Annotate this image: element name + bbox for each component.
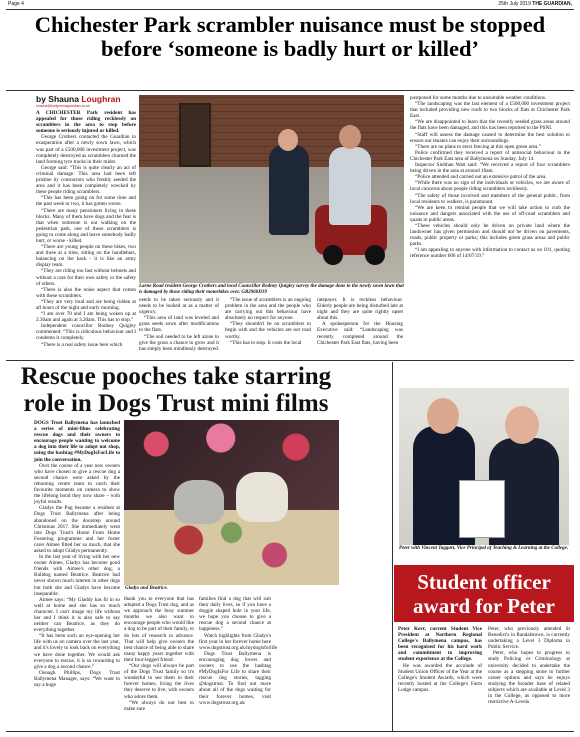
story2-paragraph: Oonagh Phillips, Dogs Trust Ballymena Manager, says: “We want to say a huge (34, 669, 120, 689)
story1-paragraph: “This has been going on for some time and the past week or two, it has gotten worse. (36, 195, 136, 208)
story1-paragraph: George said: “This is quite clearly an act of criminal damage. This area had been left pristine by contractors who freshly seeded the area and it has been completely wrecked by these people riding scramblers. (36, 164, 136, 196)
story1-paragraph: “This has to stop. It costs the local (230, 339, 302, 346)
header-rule (6, 9, 574, 10)
story1-paragraph: Independent councillor Rodney Quigley commented: “This is ridiculous behaviour and I condemn it completely. (36, 323, 136, 342)
page-number: Page 4 (8, 1, 24, 7)
story2-paragraph: “Our dogs will always be part of the Dogs Trust family so it's wonderful to see them in their forever homes, living the lives they deserve to live, with owners who adore them. (124, 663, 194, 700)
story3-col2 (488, 626, 570, 705)
story2-col2 (124, 596, 194, 712)
story2-paragraph: Watch highlights from Gladys's first year in her forever home here www.dogstrust.org.uk/mydogisforlife (199, 632, 278, 651)
story1-paragraph: postponed for some months due to unsuitable weather conditions. (410, 95, 547, 101)
story3-photo-caption: Peter with Vincent Taggart, Vice Principal of Teaching & Learning at the College. (399, 546, 569, 551)
story1-paragraph: Police confirmed they received a report of antisocial behaviour in the Chichester Park East area of Ballymena on Sunday, July 14. (410, 149, 570, 162)
story1-paragraph: ratepayer. It is reckless behaviour. Elderly people are being disturbed late at night and they are quite rightly upset about this. (317, 297, 403, 322)
story2-paragraph: Over the course of a year new owners who have chosen to give a rescue dog a second chance were asked by the rehoming centre team to catch their favourite moments on camera to show the lifelong bond they now share – with joyful results. (34, 462, 120, 506)
story1-paragraph: “The landscaping was the last element of a £500,000 investment project that included providing new roofs to two blocks of flats at Chichester Park East. (410, 101, 570, 120)
story1-paragraph: “There are many pensioners living in these blocks. Many of them have dogs and the fear is that when someone is out walking on the pedestrian path, one of these scramblers is going to come along and leave somebody badly hurt, or worse - killed. (36, 207, 136, 244)
story1-paragraph: “This area of land was leveled and grass seeds sown after modifications to the flats. (139, 315, 219, 334)
story1-paragraph: “Staff will assess the damage caused to determine the best solution to ensure our tenants can enjoy their surroundings. (410, 131, 570, 144)
footer-rule (6, 731, 574, 732)
story1-paragraph: “Police attended and carried out an extensive patrol of the area. (415, 174, 547, 181)
story1-col3 (225, 297, 311, 346)
award-photo (399, 388, 569, 545)
story1-paragraph: “There is a real safety issue here which (41, 341, 123, 348)
gladys-beatrice-photo (124, 420, 339, 585)
story3-headline: Student officer award for Peter (394, 565, 574, 622)
story1-paragraph: “The issue of scramblers is an ongoing problem in the area and the people who are carrying out this behaviour have absolutely no respect for anyone. (225, 297, 311, 322)
story1-paragraph: “We are disappointed to learn that the recently seeded grass areas around the flats have been damaged, and this has been reported to the PSNI. (410, 119, 570, 132)
story3-lead: Peter Kerr, current Student Vice President at Northern Regional College's Ballymena campus, has been recognised for his hard work and commitment to improving student experience at the College. (398, 626, 482, 663)
story2-photo-caption: Gladys and Beatrice. (125, 586, 168, 591)
story1-col5 (410, 95, 570, 260)
story1-lead: A CHICHESTER Park resident has appealed for those riding recklessly on scramblers in the area to stop before someone is seriously injured or killed. (36, 110, 136, 135)
story1-paragraph: needs to be taken seriously and it needs to be looked at as a matter of urgency. (139, 297, 219, 316)
paper-name: THE GUARDIAN, (532, 1, 572, 7)
story2-paragraph: Aimee says: “My Gladdy has fit in so well at home and she has so much character. I can't image my life without her and I think it is also safe to say neither can Beatrice, as they do everything together. (34, 596, 120, 634)
story1-paragraph: “There is also the noise aspect that comes with these scramblers. (36, 286, 136, 299)
story1-paragraph: “The soil needed to be left alone to give the grass a chance to grow and it has simply been mindlessly destroyed. (139, 333, 219, 352)
story3-paragraph: Peter, who hopes to progress to study Policing or Criminology at university decided to undertake the course as a stepping stone to further career options and says he enjoys studying the broader base of related subjects which are available at Level 3 in the College, as opposed to more restrictive A-Levels. (488, 650, 570, 706)
story2-paragraph: “It has been such an eye-opening her life with us on camera over the last year, and it's lovely to look back on everything we have done together. We would ask everyone to rescue, it is so rewarding to give a dog a second chance.” (34, 633, 120, 670)
story3-col1 (398, 626, 482, 693)
column-divider (392, 362, 393, 731)
story1-headline: Chichester Park scrambler nuisance must be stopped before ‘someone is badly hurt or killed’ (34, 12, 546, 61)
story2-lead: DOGS Trust Ballymena has launched a series of mini-films celebrating rescue dogs and their owners to encourage people wanting to welcome a dog into their life to adopt not shop, using the hashtag #MyDogIsForLife to join the conversation. (34, 420, 120, 463)
story1-paragraph: “There are no plans to erect fencing at this open green area.” (415, 143, 541, 150)
story2-col1 (34, 420, 120, 688)
story1-paragraph: “These vehicles should only be driven on private land where the landowner has given permission and should not be driven on pavements, roads, public property or parks; this includes green grass areas and public parks. (410, 222, 570, 248)
story1-rule (6, 90, 574, 91)
story2-paragraph: families find a dog that will suit their daily lives, so if you have a doggie shaped hole in your life, we hope you choose to give a rescue dog a second chance at happiness.” (199, 596, 271, 633)
section-divider (6, 360, 574, 361)
story1-col2 (139, 297, 219, 352)
page-header (0, 0, 580, 8)
story2-col3 (199, 596, 278, 706)
story1-paragraph: “They are riding too fast without helmets and without a care for their own safety or the safety of others. (36, 268, 136, 287)
scrambler-damage-photo (139, 95, 404, 283)
story2-paragraph: In the last year of living with her new owner Aimee, Gladys has become good friends with Aimee's other dog, a Bulldog named Beatrice. Beatrice had never shown much interest in other dogs but both she and Gladys have become inseparable. (34, 554, 120, 597)
story2-paragraph: Gladys the Pug became a resident at Dogs Trust Ballymena after being abandoned on the doorstep around Christmas 2017. She immediately went into Dogs Trust's Home From Home Fostering programme and her foster carer Aimee fitted her so much, that she asked to adopt Gladys permanently. (34, 505, 120, 554)
story1-paragraph: “I am over 70 and I am being woken up at 2.30am and again at 3.20am. This has to stop.” (36, 311, 136, 324)
story1-paragraph: “While there was no sign of the individuals or vehicles, we are aware of local concerns about people riding scramblers recklessly. (410, 180, 570, 193)
byline: by Shauna Loughran (36, 94, 121, 104)
story1-paragraph: “There are young people on these bikes, two and three at a time, sitting on the handlebars, balancing on the back - it is like an army display team. (36, 244, 136, 269)
story2-paragraph: thank you to everyone that has adopted a Dogs Trust dog, and as we approach the busy summer months we also want to encourage people who would like a dog to be part of their family, to do lots of research in advance. That will help give owners the best chance of being able to share many happy years together with their four-legged friend. (124, 596, 195, 663)
story1-paragraph: “We are keen to remind people that we will take action to curb the nuisance and dangers associated with the use of off-road scramblers and quads in public areas. (410, 204, 570, 223)
story1-paragraph: Inspector Siobhan Watt said: “We received a report of four scramblers being driven in the area at around 10am. (410, 162, 570, 175)
story1-paragraph: “They shouldn't be on scramblers to begin with and the vehicles are not road worthy. (225, 321, 311, 340)
story3-paragraph: He was awarded the accolade of Student Union Officer of the Year at the College's Student Awards, which were recently hosted at the College's Farm Lodge campus. (398, 662, 482, 693)
header-date: 25th July 2019 THE GUARDIAN, (498, 1, 572, 7)
story1-paragraph: “The safety of those involved and members of the general public, from local residents to walkers, is paramount. (410, 192, 570, 205)
story1-col1 (36, 110, 136, 348)
story1-paragraph: A spokesperson for the Housing Executive said: “Landscaping was recently completed around the Chichester Park East flats, having been (317, 321, 403, 346)
story1-paragraph: “They are very loud and are being ridden at all hours of the night and early morning. (36, 298, 136, 311)
byline-email[interactable]: shauna@ballymenaguardian.co.uk (36, 104, 90, 108)
story2-headline: Rescue pooches take starring role in Dogs Trust mini films (20, 363, 332, 417)
story1-paragraph: “I am appealing to anyone with information to contact us on 101, quoting reference number 606 of 14/07/19.” (410, 247, 570, 260)
story1-paragraph: George Crothers contacted the Guardian in exasperation after a newly sown lawn, which was part of a £500,000 investment project, was completely destroyed as scramblers churned the land forming tyre tracks in their midst. (36, 134, 136, 165)
story3-paragraph: Peter, who previously attended St Benedict's in Randalstown, is currently undertaking a Level 3 Diploma in Public Service. (488, 626, 570, 651)
story1-photo-caption: Larne Road resident George Crothers and local Councillor Rodney Quigley survey the damage done to the newly sown lawn that is damaged by those riding their motorbikes over. GB2960D19 (139, 284, 404, 295)
story2-paragraph: “We always do our best to make sure (124, 699, 194, 712)
story1-col4 (317, 297, 403, 346)
story2-paragraph: Dogs Trust Ballymena is encouraging dog lovers and owners to use the hashtag #MyDogIsFor Life to share their rescue dog stories, tagging @dogstrust. To find out more about all of the dogs waiting for their forever homes, visit www.dogstrust.org.uk (199, 650, 271, 706)
